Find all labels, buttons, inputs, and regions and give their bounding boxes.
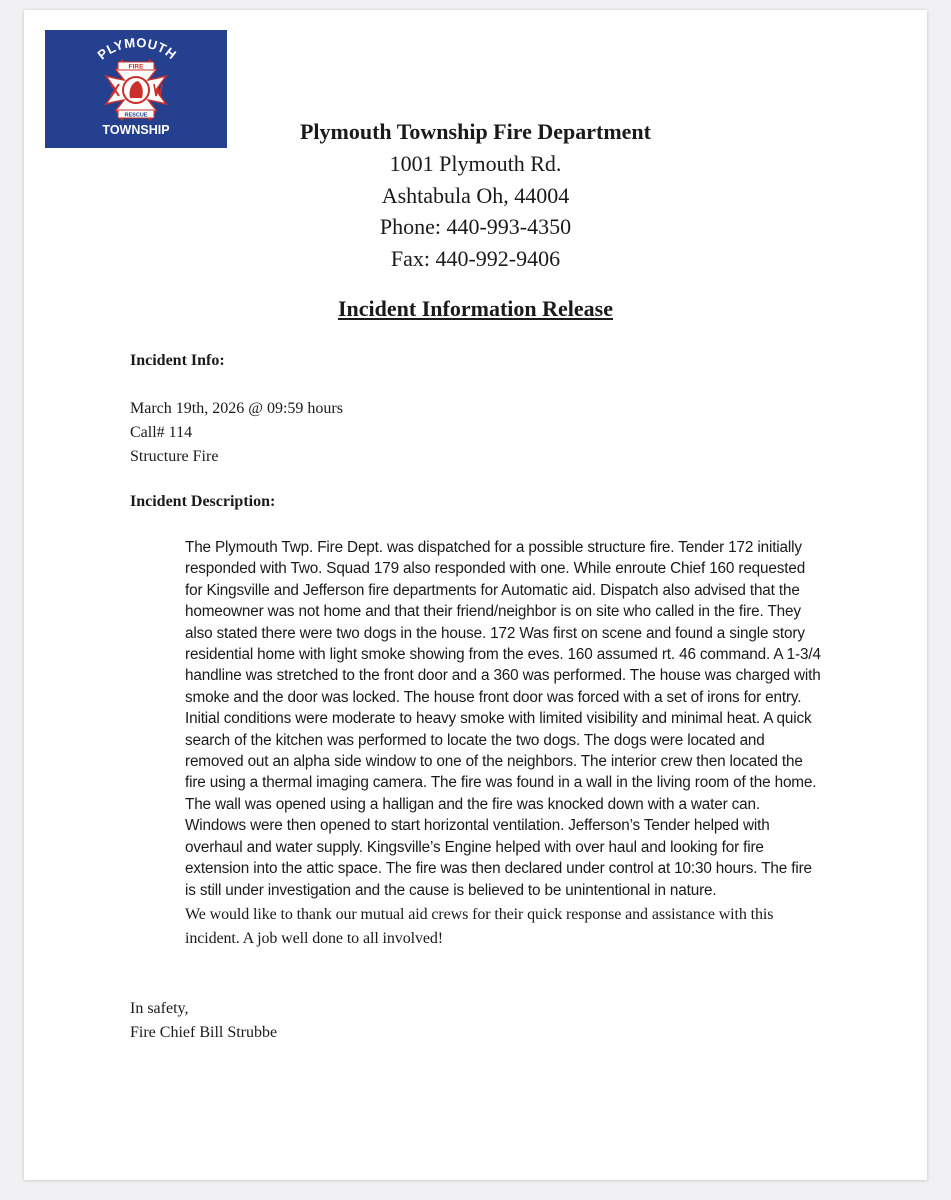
address-line-2: Ashtabula Oh, 44004 bbox=[381, 182, 570, 208]
department-logo bbox=[45, 30, 227, 148]
incident-info-label: Incident Info: bbox=[130, 352, 225, 369]
call-number: Call# 114 bbox=[130, 424, 193, 441]
logo-top-text: PLYMOUTH bbox=[94, 34, 180, 63]
logo-emblem-bottom-text: RESCUE bbox=[124, 112, 148, 119]
organization-name: Plymouth Township Fire Department bbox=[299, 119, 651, 144]
svg-text:PLYMOUTH bbox=[95, 35, 180, 62]
thanks-paragraph: We would like to thank our mutual aid crews for their quick response and assistance with this incident. A job well done to all involved! bbox=[185, 906, 774, 947]
thanks-paragraph-block bbox=[130, 903, 822, 950]
signoff bbox=[130, 997, 277, 1045]
incident-description-body bbox=[130, 537, 822, 901]
logo-emblem-top-text: FIRE bbox=[128, 63, 144, 71]
maltese-cross-fire-rescue-emblem-icon bbox=[45, 30, 227, 148]
signature: Fire Chief Bill Strubbe bbox=[130, 1024, 278, 1041]
logo-bottom-text: TOWNSHIP bbox=[102, 123, 170, 137]
incident-type: Structure Fire bbox=[130, 448, 219, 465]
document-page bbox=[24, 10, 927, 1180]
incident-info bbox=[130, 397, 343, 469]
incident-datetime: March 19th, 2026 @ 09:59 hours bbox=[130, 400, 343, 417]
release-title: Incident Information Release bbox=[338, 296, 613, 321]
phone-number: Phone: 440-993-4350 bbox=[379, 214, 572, 239]
letterhead bbox=[224, 117, 727, 274]
closing: In safety, bbox=[130, 1000, 189, 1017]
address-line-1: 1001 Plymouth Rd. bbox=[389, 151, 562, 176]
description-paragraph: The Plymouth Twp. Fire Dept. was dispatched for a possible structure fire. Tender 172 initially responded with Two. Squad 179 also responded with one. While enroute Chief 160 requested for Kingsville and Jefferson fire departments for Automatic aid. Dispatch also advised that the homeowner was not home and that their friend/neighbor is on site who called in the fire. They also stated there were two dogs in the house. 172 Was first on scene and found a single story residential home with light smoke showing from the eves. 160 assumed rt. 46 command. A 1-3/4 handline was stretched to the front door and a 360 was performed. The house was charged with smoke and the door was locked. The house front door was forced with a set of irons for entry. Initial conditions were moderate to heavy smoke with limited visibility and minimal heat. A quick search of the kitchen was performed to locate the two dogs. The dogs were located and removed out an alpha side window to one of the neighbors. The interior crew then located the fire using a thermal imaging camera. The fire was found in a wall in the living room of the home. The wall was opened using a halligan and the fire was knocked down with a water can. Windows were then opened to start horizontal ventilation. Jefferson’s Tender helped with overhaul and water supply. Kingsville’s Engine helped with over haul and looking for fire extension into the attic space. The fire was then declared under control at 10:30 hours. The fire is still under investigation and the cause is believed to be unintentional in nature. bbox=[185, 539, 821, 899]
incident-description-label: Incident Description: bbox=[130, 493, 276, 510]
fax-number: Fax: 440-992-9406 bbox=[390, 245, 561, 271]
